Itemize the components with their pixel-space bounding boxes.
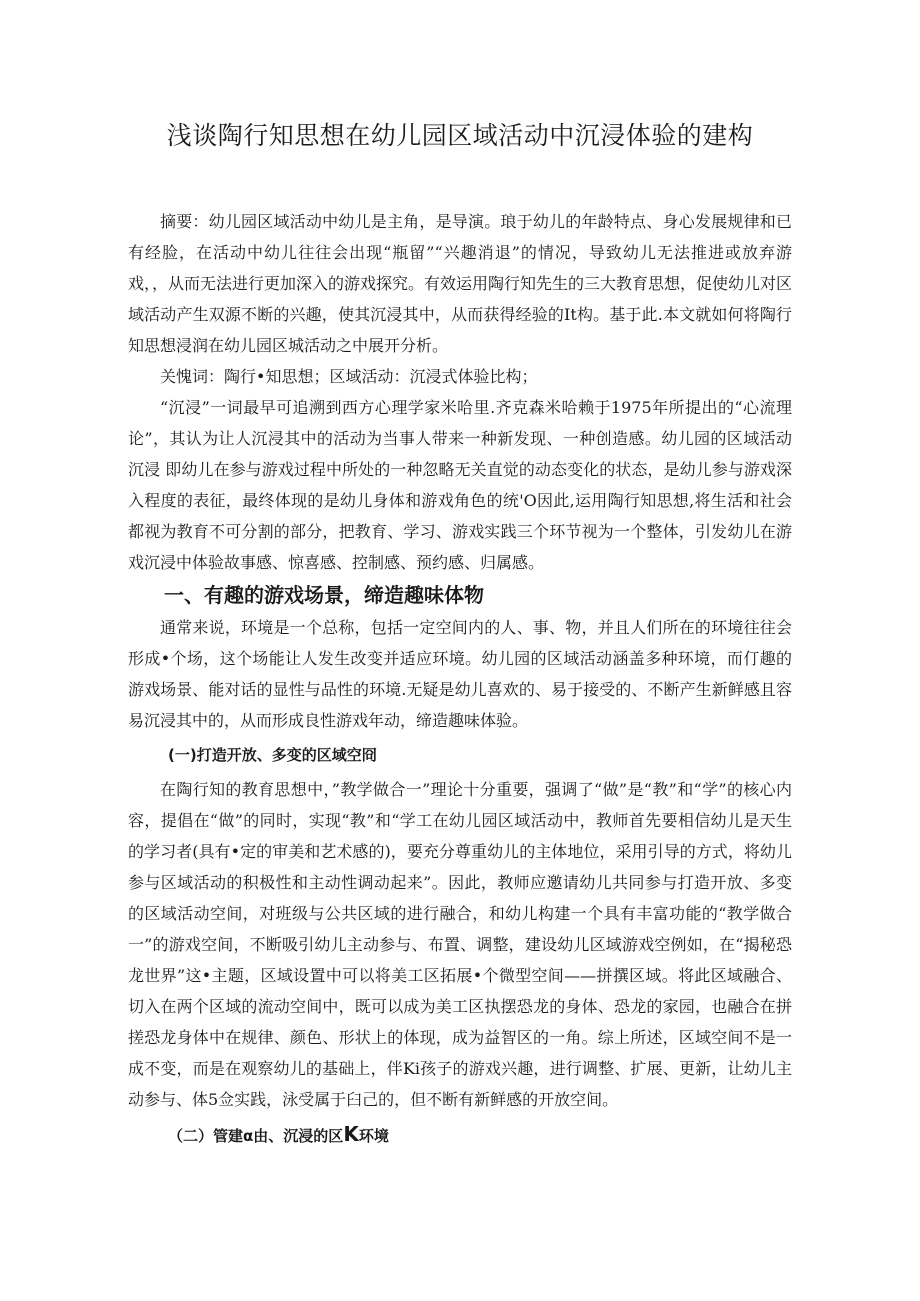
subsection-heading-2-part1: （二）管建α由、沉浸的区: [168, 1127, 344, 1145]
section-heading-1: 一、有趣的游戏场景，缔造趣味体物: [164, 583, 484, 607]
section-1-paragraph: 通常来说，环境是一个总称，包括一定空间内的人、事、物，并且人们所在的环境往往会形成•个场，这个场能让人发生改变并适应环境。幼儿园的区域活动涵盖多种环境，而仃趣的游戏场景、能对话的显性与品性的环境.无疑是幼儿喜欢的、易于接受的、不断产生新鲜感且容易沉浸其中的，从而形成良性游戏年动，缔造趣味体验。: [128, 618, 792, 730]
abstract-paragraph: 摘要：幼儿园区域活动中幼儿是主角，是导演。琅于幼儿的年龄特点、身心发展规律和已有经脸，在活动中幼儿往往会出现“瓶留”“兴趣消退”的情况，导致幼儿无法推进或放弃游戏，，从而无法进行更加深入的游戏探究。有效运用陶行知先生的三大教育思想，促使幼儿对区域活动产生双源不断的兴趣，使其沉浸其中，从而获得经验的It构。基于此.本文就如何将陶行知思想浸润在幼儿园区城活动之中展开分析。: [128, 212, 793, 355]
subsection-heading-1: (一)打造开放、多变的区域空冏: [168, 746, 377, 764]
keywords-line: 关愧词：陶行•知思想；区域活动：沉浸式体验比构；: [160, 367, 538, 386]
page-title: 浅谈陶行知思想在幼儿园区域活动中沉浸体验的建构: [166, 121, 754, 150]
subsection-heading-2-big-letter: K: [343, 1122, 359, 1146]
intro-paragraph: “沉浸”一词最早可追溯到西方心理学家米哈里.齐克森米哈赖于1975年所提出的“心流理论”，其认为让人沉浸其中的活动为当事人带来一种新发现、一种创造感。幼儿园的区域活动沉浸 即幼儿在参与游戏过程中所处的一种忽略无关直觉的动态变化的状态，是幼儿参与游戏深入程度的表征，最终体现的是幼儿身体和游戏角色的统'O因此,运用陶行知思想,将生活和社会都视为教育不可分割的部分，把教育、学习、游戏实践三个环节视为一个整体，引发幼儿在游戏沉浸中体验故事感、惊喜感、控制感、预约感、归属感。: [128, 398, 792, 572]
subsection-heading-2-part2: 环境: [358, 1127, 389, 1145]
document-body: [128, 206, 792, 1155]
subsection-heading-2: [128, 1119, 792, 1151]
subsection-1-paragraph: 在陶行知的教育思想中，”教学做合一”理论十分重要，强调了“做”是“教”和“学”的核心内容，提倡在“做”的同时，实现“教”和“学工在幼儿园区域活动中，教师首先要相信幼儿是天生的学习者(具有•定的审美和艺术感的)，要充分尊重幼儿的主体地位，采用引导的方式，将幼儿参与区域活动的积极性和主动性调动起来”。因此，教师应邀请幼儿共同参与打造开放、多变的区域活动空间，对班级与公共区域的进行融合，和幼儿构建一个具有丰富功能的“教学做合一”的游戏空间，不断吸引幼儿主动参与、布置、调整，建设幼儿区域游戏空例如，在“揭秘恐龙世界”这•主题，区域设置中可以将美工区拓展•个微型空间——拼撰区域。将此区域融合、切入在两个区域的流动空间中，既可以成为美工区执摆恐龙的身体、恐龙的家园，也融合在拼搓恐龙身体中在规律、颜色、形状上的体现，成为益智区的一角。综上所述，区域空间不是一成不变，而是在观察幼儿的基础上，伴Ki孩子的游戏兴趣，进行调整、扩展、更新，让幼儿主动参与、体5佥实践，泳受属于臼己的，但不断有新鲜感的开放空间。: [128, 780, 792, 1109]
